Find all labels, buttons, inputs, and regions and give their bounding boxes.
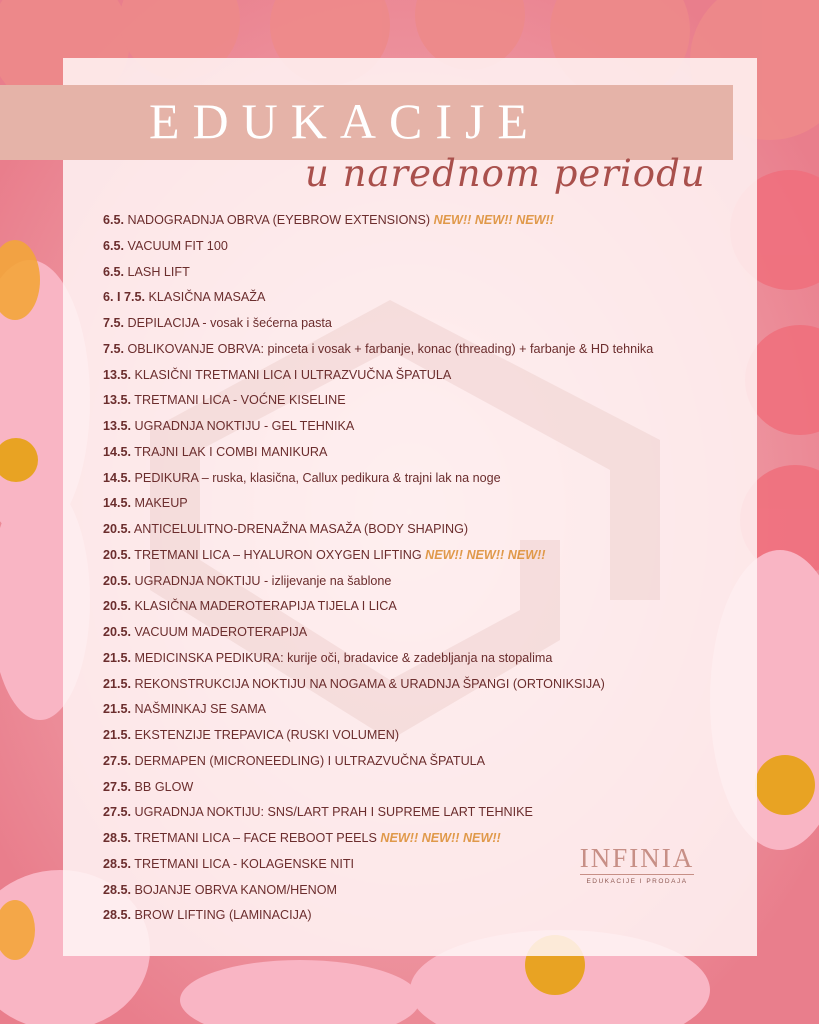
course-date: 20.5. [103,625,132,639]
course-date: 20.5. [103,573,132,588]
course-title: PEDIKURA – ruska, klasična, Callux pedikura & trajni lak na noge [134,470,501,485]
list-item [103,543,743,569]
new-badge: NEW!! NEW!! NEW!! [433,213,554,227]
course-title: DERMAPEN (MICRONEEDLING) I ULTRAZVUČNA ŠPATULA [134,753,486,768]
list-item [103,208,743,234]
course-date: 20.5. [103,522,132,536]
course-title: NAŠMINKAJ SE SAMA [134,702,267,717]
course-title: VACUUM FIT 100 [127,238,228,253]
course-title: LASH LIFT [127,264,190,279]
page-title: EDUKACIJE [149,93,541,149]
course-title: TRAJNI LAK I COMBI MANIKURA [134,444,328,459]
course-date: 13.5. [103,367,132,382]
list-item [103,569,743,595]
course-date: 6. I 7.5. [103,290,146,305]
course-title: BROW LIFTING (LAMINACIJA) [134,908,312,923]
course-date: 14.5. [103,444,132,459]
course-title: TRETMANI LICA - KOLAGENSKE NITI [134,856,355,871]
list-item [103,414,743,440]
list-item [103,440,743,466]
course-date: 28.5. [103,831,132,845]
course-date: 7.5. [103,341,125,356]
course-date: 13.5. [103,393,132,408]
course-title: REKONSTRUKCIJA NOKTIJU NA NOGAMA & URADNJA ŠPANGI (ORTONIKSIJA) [134,676,605,691]
list-item [103,234,743,260]
course-date: 20.5. [103,599,132,614]
list-item [103,775,743,801]
list-item [103,517,743,543]
course-list [103,208,743,929]
course-title: ANTICELULITNO-DRENAŽNA MASAŽA (BODY SHAPING) [133,522,469,536]
course-date: 6.5. [103,238,125,253]
list-item [103,260,743,286]
course-title: UGRADNJA NOKTIJU - izlijevanje na šablone [134,573,392,588]
brand-logo [578,843,696,885]
course-date: 6.5. [103,264,125,279]
course-title: DEPILACIJA - vosak i šećerna pasta [127,316,332,330]
course-date: 21.5. [103,650,132,665]
course-date: 27.5. [103,753,132,768]
new-badge: NEW!! NEW!! NEW!! [425,547,546,562]
list-item [103,723,743,749]
logo-name: INFINIA [579,843,695,873]
course-date: 6.5. [103,213,125,227]
list-item [103,466,743,492]
list-item [103,337,743,363]
course-date: 14.5. [103,470,132,485]
list-item [103,749,743,775]
list-item [103,363,743,389]
course-title: KLASIČNI TRETMANI LICA I ULTRAZVUČNA ŠPATULA [134,367,452,382]
course-date: 27.5. [103,779,132,794]
new-badge: NEW!! NEW!! NEW!! [380,831,501,845]
course-title: BB GLOW [134,779,194,794]
list-item [103,672,743,698]
list-item [103,646,743,672]
logo-divider [580,874,694,875]
list-item [103,697,743,723]
list-item [103,903,743,929]
course-title: MEDICINSKA PEDIKURA: kurije oči, bradavice & zadebljanja na stopalima [134,650,553,665]
list-item [103,594,743,620]
course-date: 14.5. [103,496,132,511]
list-item [103,800,743,826]
course-date: 28.5. [103,856,132,871]
course-date: 28.5. [103,882,132,897]
course-date: 13.5. [103,419,132,433]
list-item [103,311,743,337]
course-title: MAKEUP [134,496,188,511]
course-title: EKSTENZIJE TREPAVICA (RUSKI VOLUMEN) [134,728,400,742]
course-title: OBLIKOVANJE OBRVA: pinceta i vosak + farbanje, konac (threading) + farbanje & HD tehnika [127,341,654,356]
logo-tagline: EDUKACIJE I PRODAJA [586,878,688,885]
page-subtitle: u narednom periodu [305,152,706,195]
course-date: 21.5. [103,728,132,742]
course-date: 28.5. [103,908,132,923]
course-date: 21.5. [103,702,132,717]
list-item [103,388,743,414]
course-date: 27.5. [103,805,132,820]
course-date: 21.5. [103,676,132,691]
course-title: TRETMANI LICA - VOĆNE KISELINE [134,393,346,408]
course-title: TRETMANI LICA – HYALURON OXYGEN LIFTING [134,547,422,562]
course-title: BOJANJE OBRVA KANOM/HENOM [134,882,337,897]
list-item [103,491,743,517]
course-title: UGRADNJA NOKTIJU - GEL TEHNIKA [134,419,355,433]
course-title: KLASIČNA MASAŽA [148,290,266,305]
list-item [103,285,743,311]
course-title: KLASIČNA MADEROTERAPIJA TIJELA I LICA [134,599,397,614]
course-title: VACUUM MADEROTERAPIJA [134,625,308,639]
list-item [103,620,743,646]
course-date: 20.5. [103,547,132,562]
course-title: UGRADNJA NOKTIJU: SNS/LART PRAH I SUPREME LART TEHNIKE [134,805,533,820]
course-title: NADOGRADNJA OBRVA (EYEBROW EXTENSIONS) [127,213,431,227]
course-title: TRETMANI LICA – FACE REBOOT PEELS [134,831,377,845]
course-date: 7.5. [103,316,125,330]
